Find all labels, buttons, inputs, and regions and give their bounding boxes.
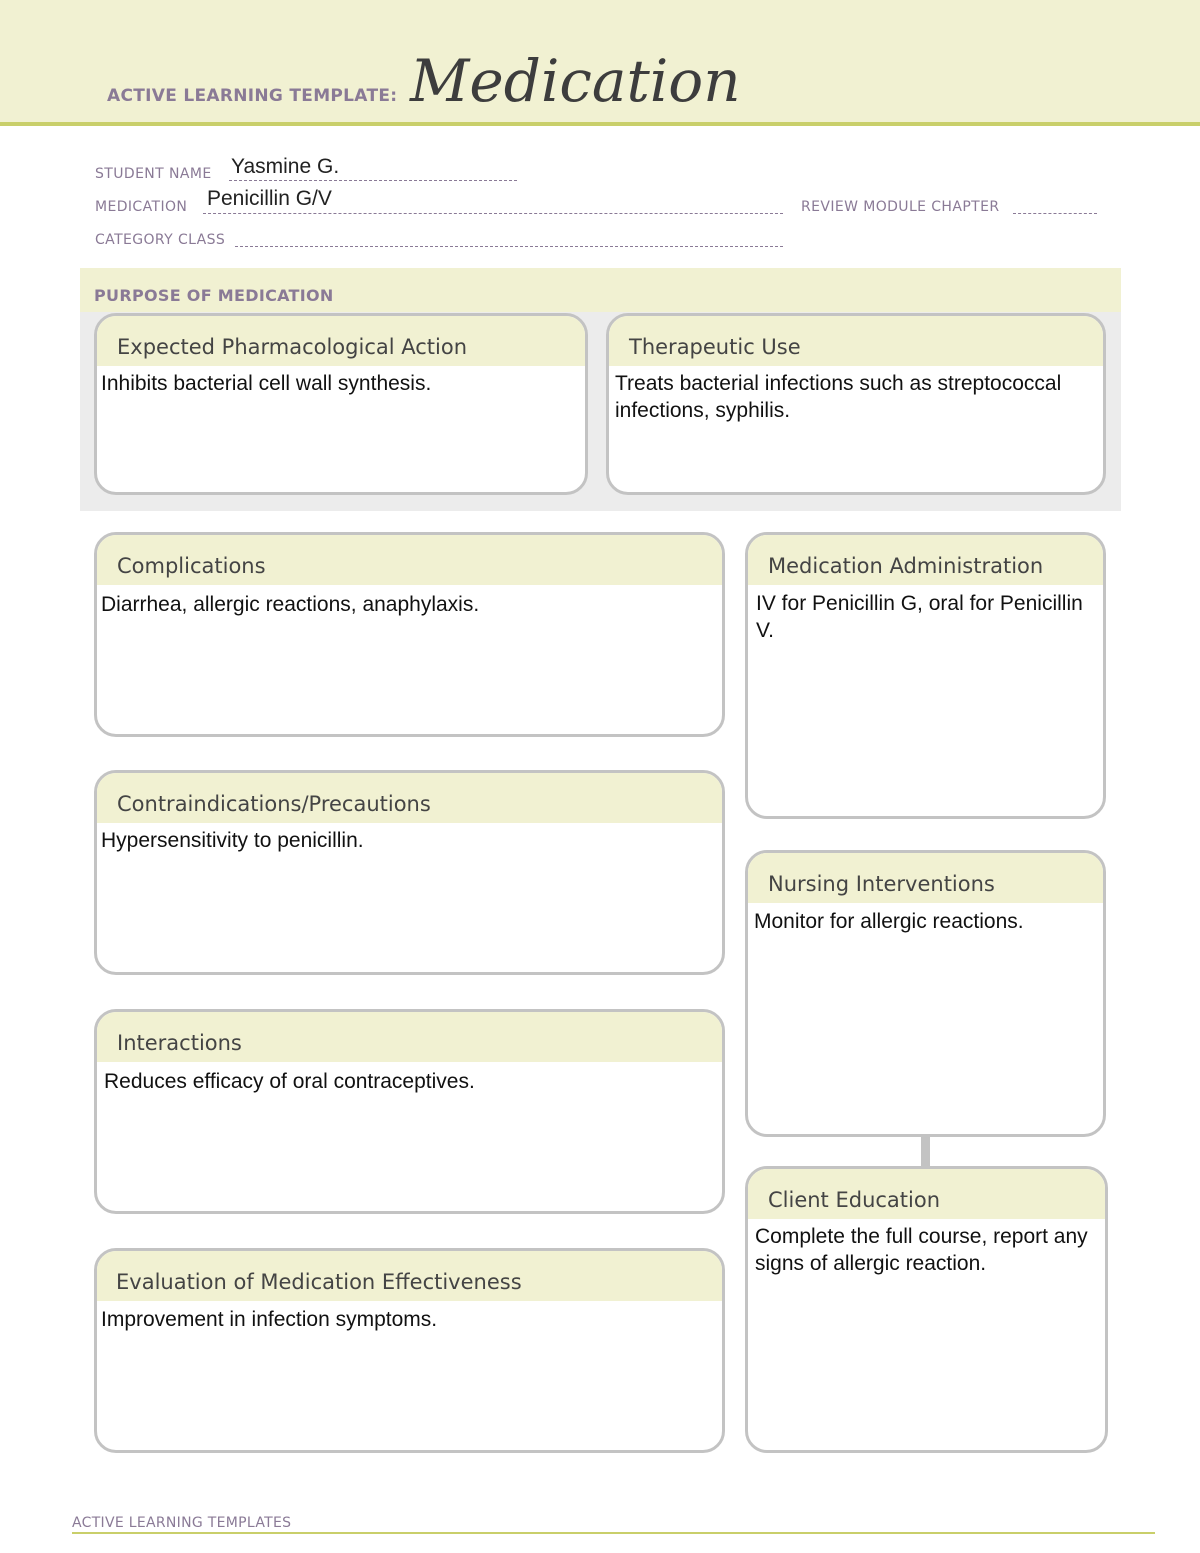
student-name-label: STUDENT NAME (95, 166, 212, 182)
complications-card (94, 532, 725, 737)
medication-administration-text[interactable]: IV for Penicillin G, oral for Penicillin V. (756, 592, 1083, 642)
review-module-chapter-line (1013, 213, 1097, 214)
medication-label: MEDICATION (95, 199, 188, 215)
nursing-education-connector (921, 1135, 930, 1168)
evaluation-title: Evaluation of Medication Effectiveness (97, 1251, 722, 1301)
medication-administration-card (745, 532, 1106, 819)
therapeutic-use-card (606, 313, 1106, 495)
header-rule (0, 122, 1200, 126)
footer-rule (72, 1532, 1155, 1534)
evaluation-text[interactable]: Improvement in infection symptoms. (101, 1308, 438, 1331)
nursing-interventions-card (745, 850, 1106, 1137)
category-class-label: CATEGORY CLASS (95, 232, 226, 248)
contraindications-text[interactable]: Hypersensitivity to penicillin. (101, 829, 364, 852)
interactions-title: Interactions (97, 1012, 722, 1062)
therapeutic-use-title: Therapeutic Use (609, 316, 1103, 366)
expected-action-text[interactable]: Inhibits bacterial cell wall synthesis. (101, 372, 432, 395)
interactions-card (94, 1009, 725, 1214)
expected-action-title: Expected Pharmacological Action (97, 316, 585, 366)
nursing-interventions-text[interactable]: Monitor for allergic reactions. (754, 910, 1024, 933)
student-name-field[interactable]: Yasmine G. (231, 155, 340, 178)
student-name-line (229, 180, 517, 181)
client-education-text[interactable]: Complete the full course, report any signs of allergic reaction. (755, 1225, 1088, 1275)
client-education-card (745, 1166, 1108, 1453)
nursing-interventions-title: Nursing Interventions (748, 853, 1103, 903)
footer-text: ACTIVE LEARNING TEMPLATES (72, 1515, 292, 1531)
client-education-title: Client Education (748, 1169, 1105, 1219)
contraindications-title: Contraindications/Precautions (97, 773, 722, 823)
interactions-text[interactable]: Reduces efficacy of oral contraceptives. (104, 1070, 475, 1093)
medication-field[interactable]: Penicillin G/V (207, 187, 332, 210)
complications-title: Complications (97, 535, 722, 585)
review-module-chapter-label: REVIEW MODULE CHAPTER (801, 199, 1000, 215)
expected-action-card (94, 313, 588, 495)
therapeutic-use-text[interactable]: Treats bacterial infections such as streptococcal infections, syphilis. (615, 372, 1062, 422)
contraindications-card (94, 770, 725, 975)
evaluation-card (94, 1248, 725, 1453)
template-prefix: ACTIVE LEARNING TEMPLATE: (107, 86, 398, 106)
medication-line (203, 213, 783, 214)
medication-administration-title: Medication Administration (748, 535, 1103, 585)
category-class-line (235, 246, 783, 247)
page-title: Medication (410, 47, 741, 115)
complications-text[interactable]: Diarrhea, allergic reactions, anaphylaxis. (101, 593, 480, 616)
purpose-label: PURPOSE OF MEDICATION (94, 286, 334, 305)
